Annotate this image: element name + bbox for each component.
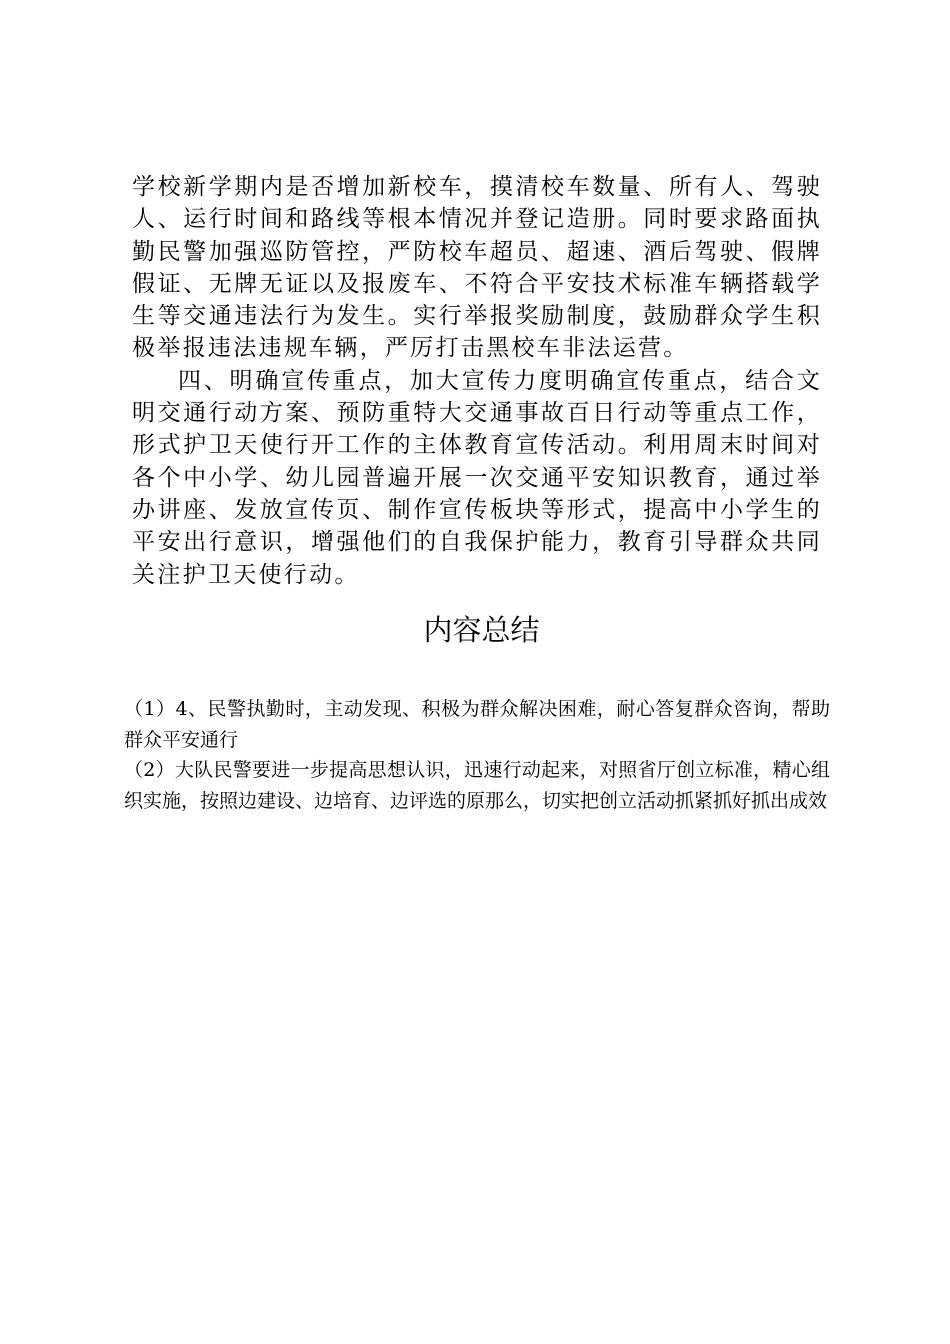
body-paragraph-2: 四、明确宣传重点，加大宣传力度明确宣传重点，结合文明交通行动方案、预防重特大交通事故百日行动等重点工作，形式护卫天使行开工作的主体教育宣传活动。利用周末时间对各个中小学、幼儿园普遍开展一次交通平安知识教育，通过举办讲座、发放宣传页、制作宣传板块等形式，提高中小学生的平安出行意识，增强他们的自我保护能力，教育引导群众共同关注护卫天使行动。 — [132, 367, 822, 588]
summary-item-2: （2）大队民警要进一步提高思想认识，迅速行动起来，对照省厅创立标准，精心组织实施，按照边建设、边培育、边评选的原那么，切实把创立活动抓紧抓好抓出成效 — [124, 759, 830, 812]
document-body — [132, 171, 822, 591]
body-paragraph-1: 学校新学期内是否增加新校车，摸清校车数量、所有人、驾驶人、运行时间和路线等根本情况并登记造册。同时要求路面执勤民警加强巡防管控，严防校车超员、超速、酒后驾驶、假牌假证、无牌无证以及报废车、不符合平安技术标准车辆搭载学生等交通违法行为发生。实行举报奖励制度，鼓励群众学生积极举报违法违规车辆，严厉打击黑校车非法运营。 — [132, 174, 822, 362]
summary-item-1: （1）4、民警执勤时，主动发现、积极为群众解决困难，耐心答复群众咨询，帮助群众平安通行 — [124, 698, 830, 751]
summary-title: 内容总结 — [423, 613, 540, 647]
summary-section — [124, 694, 830, 816]
